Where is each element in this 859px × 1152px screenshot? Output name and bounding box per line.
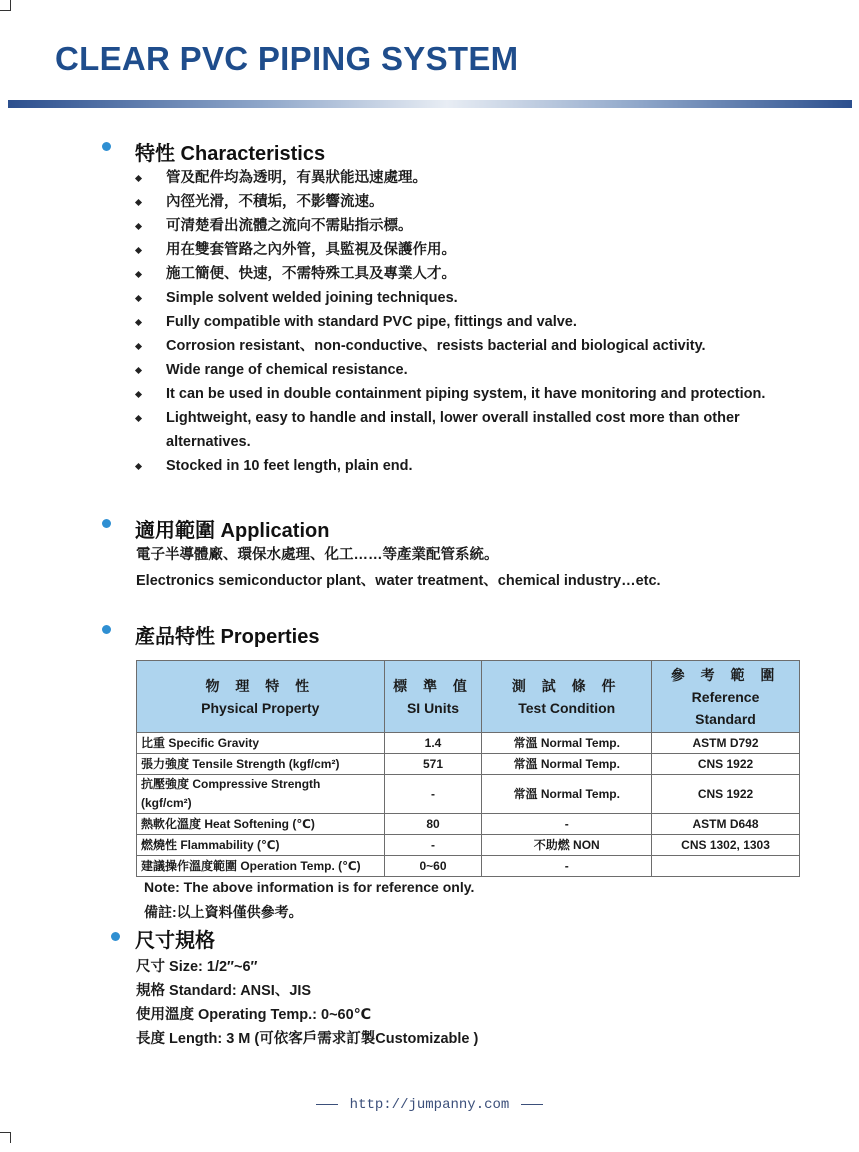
diamond-bullet-icon bbox=[135, 343, 142, 350]
section-bullet-dot bbox=[102, 142, 111, 151]
diamond-bullet-icon bbox=[135, 415, 142, 422]
crop-mark-top-left bbox=[0, 0, 11, 11]
diamond-bullet-icon bbox=[135, 463, 142, 470]
list-item: Simple solvent welded joining techniques. bbox=[166, 286, 816, 310]
page-title: CLEAR PVC PIPING SYSTEM bbox=[55, 40, 519, 77]
list-item: 用在雙套管路之內外管，具監視及保護作用。 bbox=[166, 238, 816, 262]
diamond-bullet-icon bbox=[135, 319, 142, 326]
characteristics-section bbox=[0, 137, 859, 165]
header-si-units: 標 準 值 SI Units bbox=[384, 661, 482, 733]
standard-line: 規格 Standard: ANSI、JIS bbox=[136, 983, 312, 999]
properties-table bbox=[136, 660, 800, 877]
application-text-en: Electronics semiconductor plant、water treatment、chemical industry…etc. bbox=[136, 573, 661, 589]
application-section bbox=[0, 514, 859, 542]
operating-temp-line: 使用溫度 Operating Temp.: 0~60℃ bbox=[136, 1007, 372, 1023]
diamond-bullet-icon bbox=[135, 223, 142, 230]
table-row: 熱軟化溫度 Heat Softening (℃) 80 - ASTM D648 bbox=[137, 814, 800, 835]
list-item: It can be used in double containment piping system, it have monitoring and protection. bbox=[166, 382, 816, 406]
table-row: 抗壓強度 Compressive Strength (kgf/cm²) - 常溫 Normal Temp. CNS 1922 bbox=[137, 775, 800, 814]
crop-mark-bottom-left bbox=[0, 1132, 11, 1143]
header-physical-property: 物 理 特 性 Physical Property bbox=[137, 661, 385, 733]
table-row: 張力強度 Tensile Strength (kgf/cm²) 571 常溫 Normal Temp. CNS 1922 bbox=[137, 754, 800, 775]
diamond-bullet-icon bbox=[135, 367, 142, 374]
section-bullet-dot bbox=[102, 625, 111, 634]
diamond-bullet-icon bbox=[135, 295, 142, 302]
header-reference-standard: 參 考 範 圍 Reference Standard bbox=[652, 661, 800, 733]
size-line: 尺寸 Size: 1/2″~6″ bbox=[136, 959, 258, 975]
footer-dash bbox=[316, 1104, 338, 1105]
table-row: 燃燒性 Flammability (℃) - 不助燃 NON CNS 1302, 1303 bbox=[137, 835, 800, 856]
list-item: 施工簡便、快速，不需特殊工具及專業人才。 bbox=[166, 262, 816, 286]
length-line: 長度 Length: 3 M (可依客戶需求訂製Customizable ) bbox=[136, 1031, 479, 1047]
properties-heading: 產品特性 Properties bbox=[135, 626, 320, 648]
application-text-zh: 電子半導體廠、環保水處理、化工……等產業配管系統。 bbox=[136, 547, 499, 563]
table-row: 比重 Specific Gravity 1.4 常溫 Normal Temp. ASTM D792 bbox=[137, 733, 800, 754]
title-gradient-rule bbox=[8, 100, 852, 108]
diamond-bullet-icon bbox=[135, 199, 142, 206]
list-item: 可清楚看出流體之流向不需貼指示標。 bbox=[166, 214, 816, 238]
dimensions-section bbox=[0, 924, 859, 952]
list-item: Fully compatible with standard PVC pipe, fittings and valve. bbox=[166, 310, 816, 334]
footer-dash bbox=[521, 1104, 543, 1105]
diamond-bullet-icon bbox=[135, 391, 142, 398]
note-en: Note: The above information is for reference only. bbox=[144, 879, 475, 895]
list-item: Stocked in 10 feet length, plain end. bbox=[166, 454, 816, 478]
list-item: Lightweight, easy to handle and install, lower overall installed cost more than other alternatives. bbox=[166, 406, 786, 454]
section-bullet-dot bbox=[111, 932, 120, 941]
list-item: Corrosion resistant、non-conductive、resists bacterial and biological activity. bbox=[166, 334, 816, 358]
diamond-bullet-icon bbox=[135, 175, 142, 182]
header-test-condition: 測 試 條 件 Test Condition bbox=[482, 661, 652, 733]
list-item: 管及配件均為透明，有異狀能迅速處理。 bbox=[166, 166, 816, 190]
diamond-bullet-icon bbox=[135, 271, 142, 278]
properties-section bbox=[0, 620, 859, 648]
section-bullet-dot bbox=[102, 519, 111, 528]
application-heading: 適用範圍 Application bbox=[135, 520, 330, 542]
dimensions-heading: 尺寸規格 bbox=[135, 930, 215, 952]
footer-url[interactable]: http://jumpanny.com bbox=[349, 1097, 510, 1113]
characteristics-heading: 特性 Characteristics bbox=[135, 143, 326, 165]
table-row: 建議操作溫度範圍 Operation Temp. (℃) 0~60 - bbox=[137, 856, 800, 877]
list-item: 內徑光滑，不積垢，不影響流速。 bbox=[166, 190, 816, 214]
footer bbox=[0, 1097, 859, 1113]
diamond-bullet-icon bbox=[135, 247, 142, 254]
list-item: Wide range of chemical resistance. bbox=[166, 358, 816, 382]
note-zh: 備註:以上資料僅供參考。 bbox=[144, 904, 303, 920]
table-header-row bbox=[137, 661, 800, 733]
